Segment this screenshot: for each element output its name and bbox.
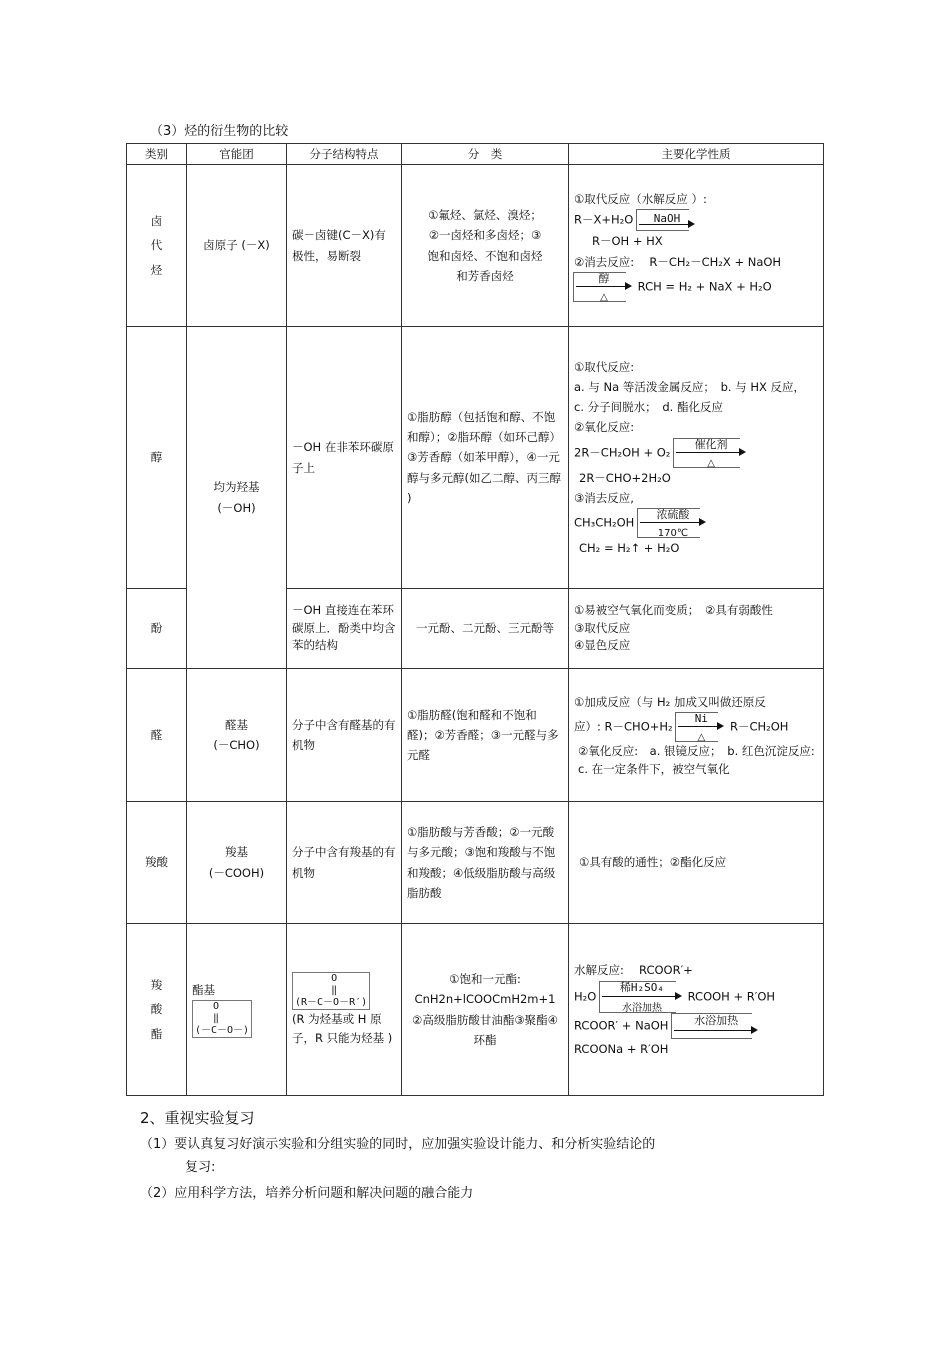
props-cell: ①取代反应（水解反应 ）: R－X+H₂O NaOH R－OH + HX ②消去反应: R－CH₂－CH₂X + NaOH 醇 △ RCH = H₂ + NaX + H₂O xyxy=(569,165,824,327)
group-cell: 酯基 O ‖ (－C－O－) xyxy=(187,924,287,1096)
reaction-arrow: NaOH xyxy=(639,209,695,231)
category-cell: 醇 xyxy=(127,327,187,589)
classes-cell: ①脂肪醇（包括饱和醇、不饱和醇）；②脂环醇（如环己醇）③芳香醇（如苯甲醇），④一元醇与多元醇(如乙二醇、丙三醇 ) xyxy=(402,327,569,589)
col-header-structure: 分子结构特点 xyxy=(287,144,402,165)
structure-cell: 碳－卤键(C－X)有极性，易断裂 xyxy=(287,165,402,327)
table-row xyxy=(127,924,824,1096)
section-heading: （3）烃的衍生物的比较 xyxy=(150,124,289,139)
paragraph-2: （2）应用科学方法，培养分析问题和解决问题的融合能力 xyxy=(140,1186,474,1201)
section-2-title: 2、重视实验复习 xyxy=(140,1109,255,1127)
structure-cell: －OH 在非苯环碳原子上 xyxy=(287,327,402,589)
structure-cell: －OH 直接连在苯环碳原上．酚类中均含苯的结构 xyxy=(287,589,402,669)
ester-group-formula: O ‖ (－C－O－) xyxy=(192,1000,252,1038)
col-header-props: 主要化学性质 xyxy=(569,144,824,165)
category-cell: 羧酸 xyxy=(127,802,187,924)
props-cell: ①加成反应（与 H₂ 加成又叫做还原反 应）: R－CHO+H₂ Ni △ R－CH₂OH ②氧化反应: a. 银镜反应； b. 红色沉淀反应: c. 在一定条件下，被空气氧化 xyxy=(569,669,824,802)
reaction-arrow: 水浴加热 xyxy=(674,1013,758,1039)
props-cell: ①易被空气氧化而变质； ②具有弱酸性 ③取代反应 ④显色反应 xyxy=(569,589,824,669)
col-header-category: 类别 xyxy=(127,144,187,165)
category-cell: 卤 代 烃 xyxy=(127,165,187,327)
col-header-classes: 分 类 xyxy=(402,144,569,165)
group-cell: 羧基 (－COOH) xyxy=(187,802,287,924)
props-cell: 水解反应: RCOOR′+ H₂O 稀H₂SO₄ 水浴加热 RCOOH + R′OH RCOOR′ + NaOH 水浴加热 RCOONa + R′OH xyxy=(569,924,824,1096)
classes-cell: ①脂肪酸与芳香酸；②一元酸与多元酸；③饱和羧酸与不饱和羧酸；④低级脂肪酸与高级脂肪酸 xyxy=(402,802,569,924)
reaction-arrow: 催化剂 △ xyxy=(676,438,746,468)
category-cell: 羧 酸 酯 xyxy=(127,924,187,1096)
table-row xyxy=(127,327,824,589)
structure-cell: 分子中含有醛基的有机物 xyxy=(287,669,402,802)
paragraph-1: （1）要认真复习好演示实验和分组实验的同时，应加强实验设计能力、和分析实验结论的 xyxy=(140,1137,656,1152)
group-cell: 卤原子 (－X) xyxy=(187,165,287,327)
props-cell: ①取代反应: a. 与 Na 等活泼金属反应； b. 与 HX 反应， c. 分子间脱水； d. 酯化反应 ②氧化反应: 2R－CH₂OH + O₂ 催化剂 △ 2R－CHO+2H₂O ③消去反应, CH₃CH₂OH 浓硫酸 170℃ CH₂ = H₂↑ + H₂O xyxy=(569,327,824,589)
structure-cell: O ‖ (R－C－O－R′) (R 为烃基或 H 原子，R 只能为烃基 ) xyxy=(287,924,402,1096)
table-row xyxy=(127,669,824,802)
col-header-group: 官能团 xyxy=(187,144,287,165)
paragraph-1-cont: 复习: xyxy=(185,1160,216,1175)
classes-cell: ①饱和一元酯: CnH2n+lCOOCmH2m+1 ②高级脂肪酸甘油酯③聚酯④环酯 xyxy=(402,924,569,1096)
ester-structure-formula: O ‖ (R－C－O－R′) xyxy=(292,972,370,1010)
category-cell: 醛 xyxy=(127,669,187,802)
reaction-arrow: 稀H₂SO₄ 水浴加热 xyxy=(602,981,682,1013)
table-row xyxy=(127,802,824,924)
classes-cell: ①氟烃、氯烃、溴烃； ②一卤烃和多卤烃；③ 饱和卤烃、不饱和卤烃 和芳香卤烃 xyxy=(402,165,569,327)
reaction-arrow: Ni △ xyxy=(678,712,724,742)
reaction-arrow: 醇 △ xyxy=(576,272,632,302)
props-cell: ①具有酸的通性；②酯化反应 xyxy=(569,802,824,924)
classes-cell: ①脂肪醛(饱和醛和不饱和醛)；②芳香醛；③一元醛与多元醛 xyxy=(402,669,569,802)
structure-cell: 分子中含有羧基的有机物 xyxy=(287,802,402,924)
reaction-arrow: 浓硫酸 170℃ xyxy=(640,508,706,538)
group-cell: 均为羟基 (－OH) xyxy=(187,327,287,669)
category-cell: 酚 xyxy=(127,589,187,669)
table-row xyxy=(127,165,824,327)
derivatives-table xyxy=(126,143,827,1096)
group-cell: 醛基 (－CHO) xyxy=(187,669,287,802)
table-header-row xyxy=(127,144,824,165)
classes-cell: 一元酚、二元酚、三元酚等 xyxy=(402,589,569,669)
